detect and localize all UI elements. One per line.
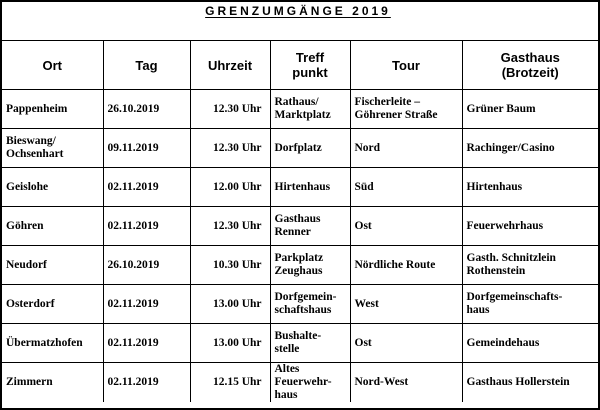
- cell-ort: Geislohe: [2, 168, 103, 207]
- title-row: [0, 0, 596, 40]
- cell-treffpunkt: Altes Feuerwehr- haus: [270, 363, 350, 403]
- cell-tour: Ost: [350, 207, 462, 246]
- header-ort: Ort: [2, 41, 103, 90]
- cell-gasthaus: Grüner Baum: [462, 90, 598, 129]
- cell-ort: Zimmern: [2, 363, 103, 403]
- table-row: [2, 324, 598, 363]
- table-row: [2, 129, 598, 168]
- cell-treffpunkt: Bushalte- stelle: [270, 324, 350, 363]
- cell-uhrzeit: 12.15 Uhr: [190, 363, 270, 403]
- header-gasthaus: Gasthaus (Brotzeit): [462, 41, 598, 90]
- table-row: [2, 90, 598, 129]
- header-tour: Tour: [350, 41, 462, 90]
- header-treffpunkt: Treff punkt: [270, 41, 350, 90]
- cell-tag: 02.11.2019: [103, 168, 190, 207]
- cell-tag: 26.10.2019: [103, 90, 190, 129]
- cell-tour: Nord-West: [350, 363, 462, 403]
- cell-tag: 26.10.2019: [103, 246, 190, 285]
- cell-ort: Osterdorf: [2, 285, 103, 324]
- cell-ort: Neudorf: [2, 246, 103, 285]
- cell-treffpunkt: Dorfgemein- schaftshaus: [270, 285, 350, 324]
- cell-uhrzeit: 12.30 Uhr: [190, 207, 270, 246]
- cell-treffpunkt: Gasthaus Renner: [270, 207, 350, 246]
- cell-uhrzeit: 12.00 Uhr: [190, 168, 270, 207]
- table-row: [2, 207, 598, 246]
- cell-treffpunkt: Dorfplatz: [270, 129, 350, 168]
- cell-tour: Ost: [350, 324, 462, 363]
- cell-tour: Nördliche Route: [350, 246, 462, 285]
- cell-tag: 02.11.2019: [103, 324, 190, 363]
- cell-tour: West: [350, 285, 462, 324]
- cell-tour: Süd: [350, 168, 462, 207]
- cell-tag: 09.11.2019: [103, 129, 190, 168]
- cell-gasthaus: Rachinger/Casino: [462, 129, 598, 168]
- header-uhrzeit: Uhrzeit: [190, 41, 270, 90]
- cell-gasthaus: Feuerwehrhaus: [462, 207, 598, 246]
- cell-tag: 02.11.2019: [103, 207, 190, 246]
- cell-treffpunkt: Parkplatz Zeughaus: [270, 246, 350, 285]
- cell-treffpunkt: Rathaus/ Marktplatz: [270, 90, 350, 129]
- cell-ort: Übermatzhofen: [2, 324, 103, 363]
- cell-uhrzeit: 13.00 Uhr: [190, 285, 270, 324]
- table-row: [2, 363, 598, 403]
- schedule-table: [2, 40, 598, 402]
- cell-gasthaus: Gemeindehaus: [462, 324, 598, 363]
- cell-uhrzeit: 12.30 Uhr: [190, 129, 270, 168]
- cell-gasthaus: Gasthaus Hollerstein: [462, 363, 598, 403]
- header-tag: Tag: [103, 41, 190, 90]
- table-row: [2, 246, 598, 285]
- cell-uhrzeit: 12.30 Uhr: [190, 90, 270, 129]
- cell-uhrzeit: 10.30 Uhr: [190, 246, 270, 285]
- cell-treffpunkt: Hirtenhaus: [270, 168, 350, 207]
- cell-uhrzeit: 13.00 Uhr: [190, 324, 270, 363]
- header-row: [2, 41, 598, 90]
- cell-ort: Pappenheim: [2, 90, 103, 129]
- cell-ort: Göhren: [2, 207, 103, 246]
- cell-gasthaus: Dorfgemeinschafts- haus: [462, 285, 598, 324]
- cell-tour: Fischerleite – Göhrener Straße: [350, 90, 462, 129]
- cell-tag: 02.11.2019: [103, 285, 190, 324]
- document-title: GRENZUMGÄNGE 2019: [205, 4, 391, 18]
- table-row: [2, 168, 598, 207]
- cell-gasthaus: Hirtenhaus: [462, 168, 598, 207]
- cell-tour: Nord: [350, 129, 462, 168]
- cell-tag: 02.11.2019: [103, 363, 190, 403]
- cell-gasthaus: Gasth. Schnitzlein Rothenstein: [462, 246, 598, 285]
- cell-ort: Bieswang/ Ochsenhart: [2, 129, 103, 168]
- table-row: [2, 285, 598, 324]
